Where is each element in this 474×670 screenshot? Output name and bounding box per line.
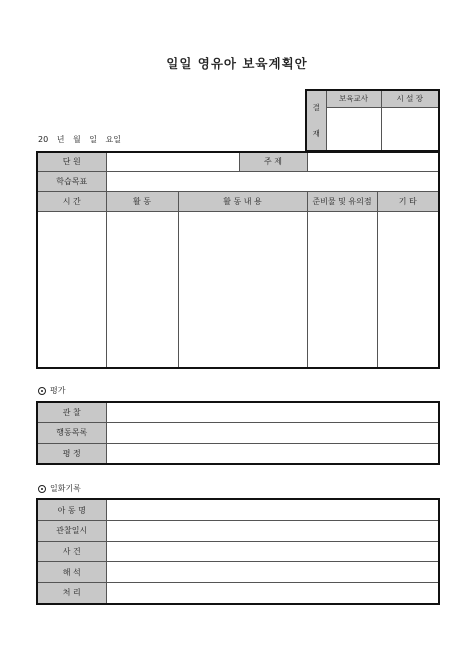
topic-label: 주 제 <box>239 152 307 171</box>
col-materials-header: 준비물 및 유의점 <box>307 191 377 211</box>
behavior-list-field[interactable] <box>106 423 439 443</box>
bullet-icon <box>38 485 46 493</box>
unit-field[interactable] <box>106 152 239 171</box>
approval-teacher-sign-cell[interactable] <box>326 107 381 151</box>
page-title: 일일 영유아 보육계획안 <box>166 56 308 71</box>
time-cell[interactable] <box>37 212 106 368</box>
action-field[interactable] <box>106 582 439 604</box>
anecdotal-title: 일화기록 <box>50 484 81 493</box>
approval-label-bottom: 재 <box>312 128 320 138</box>
anecdotal-table <box>36 498 440 605</box>
etc-cell[interactable] <box>377 212 439 368</box>
incident-field[interactable] <box>106 541 439 562</box>
observation-date-field[interactable] <box>106 521 439 542</box>
approval-teacher-header: 보육교사 <box>326 90 381 107</box>
interpretation-field[interactable] <box>106 562 439 583</box>
anecdotal-section-label <box>38 483 81 494</box>
action-label: 처 리 <box>37 582 106 604</box>
approval-label <box>306 90 326 151</box>
observation-field[interactable] <box>106 402 439 423</box>
plan-table <box>36 151 440 369</box>
observation-date-label: 관찰일시 <box>37 521 106 542</box>
rating-field[interactable] <box>106 443 439 464</box>
bullet-icon <box>38 387 46 395</box>
child-name-field[interactable] <box>106 499 439 521</box>
topic-field[interactable] <box>307 152 439 171</box>
materials-cell[interactable] <box>307 212 377 368</box>
approval-director-sign-cell[interactable] <box>381 107 439 151</box>
learning-goal-label: 학습목표 <box>37 171 106 191</box>
incident-label: 사 건 <box>37 541 106 562</box>
interpretation-label: 해 석 <box>37 562 106 583</box>
learning-goal-field[interactable] <box>106 171 439 191</box>
col-activity-header: 활 동 <box>106 191 178 211</box>
evaluation-section-label <box>38 385 65 396</box>
observation-label: 관 찰 <box>37 402 106 423</box>
col-activity-content-header: 활 동 내 용 <box>178 191 307 211</box>
unit-label: 단 원 <box>37 152 106 171</box>
evaluation-table <box>36 401 440 465</box>
col-etc-header: 기 타 <box>377 191 439 211</box>
behavior-list-label: 행동목록 <box>37 423 106 443</box>
col-time-header: 시 간 <box>37 191 106 211</box>
approval-table <box>305 89 440 152</box>
approval-director-header: 시 설 장 <box>381 90 439 107</box>
activity-content-cell[interactable] <box>178 212 307 368</box>
rating-label: 평 정 <box>37 443 106 464</box>
child-name-label: 아 동 명 <box>37 499 106 521</box>
activity-cell[interactable] <box>106 212 178 368</box>
approval-label-top: 결 <box>312 102 320 112</box>
date-line: 20 년 월 일 요일 <box>38 135 121 144</box>
evaluation-title: 평가 <box>50 386 66 395</box>
